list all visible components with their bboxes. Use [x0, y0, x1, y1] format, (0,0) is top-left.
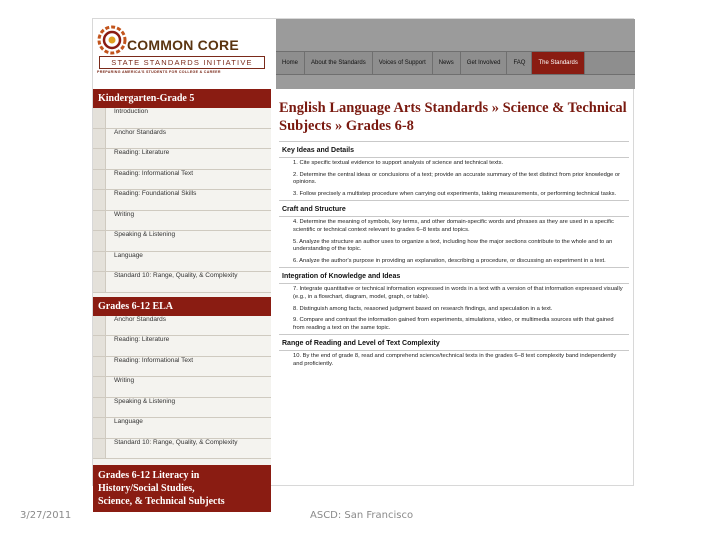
standard-item: 9. Compare and contrast the information gained from experiments, simulations, video, or multimedia sources with that gained from reading a text on the same topic.	[293, 317, 614, 331]
sidebar-item-marker	[93, 211, 106, 231]
website-screenshot	[92, 18, 634, 507]
sidebar-item-marker	[93, 190, 106, 210]
sidebar-item-label: Language	[114, 418, 143, 425]
sidebar-item-marker	[93, 357, 106, 377]
sidebar-item[interactable]	[93, 316, 271, 337]
sidebar-item-label: Reading: Literature	[114, 149, 170, 156]
sidebar-item[interactable]	[93, 336, 271, 357]
sidebar-heading-grades-6-12[interactable]: Grades 6-12 ELA	[93, 297, 271, 316]
nav-item-faq[interactable]: FAQ	[507, 52, 532, 74]
sidebar	[93, 89, 271, 507]
standards-sections	[279, 141, 629, 371]
page-title: English Language Arts Standards » Science & Technical Subjects » Grades 6-8	[279, 100, 627, 134]
sidebar-item-label: Standard 10: Range, Quality, & Complexity	[114, 272, 238, 279]
main-content	[279, 99, 629, 371]
sidebar-item[interactable]	[93, 272, 271, 293]
sidebar-list-k5	[93, 108, 271, 293]
sidebar-item-label: Reading: Literature	[114, 336, 170, 343]
sidebar-item-label: Writing	[114, 210, 135, 218]
sidebar-item[interactable]	[93, 211, 271, 232]
sidebar-item-label: Writing	[114, 377, 135, 384]
sidebar-heading-literacy[interactable]	[93, 465, 271, 512]
sidebar-item-marker	[93, 439, 106, 459]
standard-item: 7. Integrate quantitative or technical information expressed in words in a text with a version of that information expressed visually (e.g., in a flowchart, diagram, model, graph, or table).	[293, 286, 623, 300]
standard-item: 8. Distinguish among facts, reasoned judgment based on research findings, and speculation in a text.	[293, 305, 553, 312]
standard-item: 1. Cite specific textual evidence to support analysis of science and technical texts.	[293, 160, 504, 166]
literacy-heading-line: History/Social Studies,	[98, 483, 195, 494]
logo-subtitle: STATE STANDARDS INITIATIVE	[99, 56, 265, 69]
standard-item: 6. Analyze the author's purpose in providing an explanation, describing a procedure, or discussing an experiment in a text.	[293, 257, 606, 264]
logo-emblem-icon	[97, 25, 127, 55]
sidebar-item-marker	[93, 336, 106, 356]
sidebar-item-marker	[93, 377, 106, 397]
nav-item-news[interactable]: News	[433, 52, 461, 74]
sidebar-item[interactable]	[93, 108, 271, 129]
sidebar-item-marker	[93, 418, 106, 438]
standard-item: 4. Determine the meaning of symbols, key terms, and other domain-specific words and phrases as they are used in a specific scientific or technical context relevant to grades 6–8 texts and topics.	[293, 219, 614, 233]
sidebar-item[interactable]	[93, 377, 271, 398]
sidebar-item[interactable]	[93, 418, 271, 439]
sidebar-list-grades-6-12	[93, 316, 271, 460]
sidebar-item-label: Anchor Standards	[114, 315, 167, 323]
sidebar-item[interactable]	[93, 357, 271, 378]
standard-item: 2. Determine the central ideas or conclusions of a text; provide an accurate summary of the text distinct from prior knowledge or opinions.	[293, 171, 621, 186]
sidebar-item-marker	[93, 231, 106, 251]
sidebar-heading-k5[interactable]: Kindergarten-Grade 5	[93, 89, 271, 108]
sidebar-item-label: Speaking & Listening	[114, 231, 176, 238]
section-heading: Integration of Knowledge and Ideas	[279, 267, 629, 284]
sidebar-item-marker	[93, 398, 106, 418]
sidebar-item-marker	[93, 272, 106, 292]
top-navigation	[276, 19, 635, 89]
sidebar-item[interactable]	[93, 252, 271, 273]
nav-item-voices-of-support[interactable]: Voices of Support	[373, 52, 433, 74]
sidebar-item-marker	[93, 252, 106, 272]
section-heading: Range of Reading and Level of Text Complexity	[279, 334, 629, 351]
slide-date: 3/27/2011	[20, 510, 72, 521]
standard-item: 10. By the end of grade 8, read and comprehend science/technical texts in the grades 6–8 text complexity band independently and proficiently.	[293, 353, 617, 367]
sidebar-item[interactable]	[93, 439, 271, 460]
sidebar-item-label: Reading: Foundational Skills	[114, 190, 197, 197]
sidebar-item-marker	[93, 129, 106, 149]
sidebar-item-marker	[93, 108, 106, 128]
sidebar-item[interactable]	[93, 231, 271, 252]
literacy-heading-line: Grades 6-12 Literacy in	[98, 470, 200, 481]
sidebar-item-label: Anchor Standards	[114, 128, 167, 136]
nav-item-the-standards[interactable]: The Standards	[532, 52, 584, 74]
sidebar-item-label: Language	[114, 251, 143, 259]
sidebar-item[interactable]	[93, 129, 271, 150]
literacy-heading-line: Science, & Technical Subjects	[98, 496, 225, 507]
sidebar-item-marker	[93, 316, 106, 336]
sidebar-item[interactable]	[93, 170, 271, 191]
logo-title: COMMON CORE	[127, 37, 239, 53]
sidebar-item-label: Reading: Informational Text	[114, 356, 194, 364]
standard-item: 5. Analyze the structure an author uses to organize a text, including how the major sections contribute to the whole and to an understanding of the topic.	[293, 238, 613, 253]
logo-tagline: PREPARING AMERICA'S STUDENTS FOR COLLEGE & CAREER	[97, 70, 221, 74]
nav-item-get-involved[interactable]: Get Involved	[461, 52, 508, 74]
site-logo[interactable]	[93, 19, 271, 89]
sidebar-item-marker	[93, 149, 106, 169]
standard-item: 3. Follow precisely a multistep procedure when carrying out experiments, taking measurements, or performing technical tasks.	[293, 190, 617, 197]
sidebar-item-label: Reading: Informational Text	[114, 169, 194, 177]
sidebar-item-label: Standard 10: Range, Quality, & Complexity	[114, 438, 238, 446]
sidebar-item-marker	[93, 170, 106, 190]
nav-item-home[interactable]: Home	[276, 52, 305, 74]
sidebar-item[interactable]	[93, 398, 271, 419]
top-nav-bar	[276, 51, 635, 75]
section-heading: Craft and Structure	[279, 200, 629, 217]
sidebar-item[interactable]	[93, 149, 271, 170]
nav-item-about-the-standards[interactable]: About the Standards	[305, 52, 373, 74]
section-heading: Key Ideas and Details	[279, 141, 629, 158]
sidebar-item-label: Speaking & Listening	[114, 397, 176, 405]
sidebar-item-label: Introduction	[114, 108, 148, 115]
slide-venue: ASCD: San Francisco	[310, 510, 414, 521]
sidebar-item[interactable]	[93, 190, 271, 211]
